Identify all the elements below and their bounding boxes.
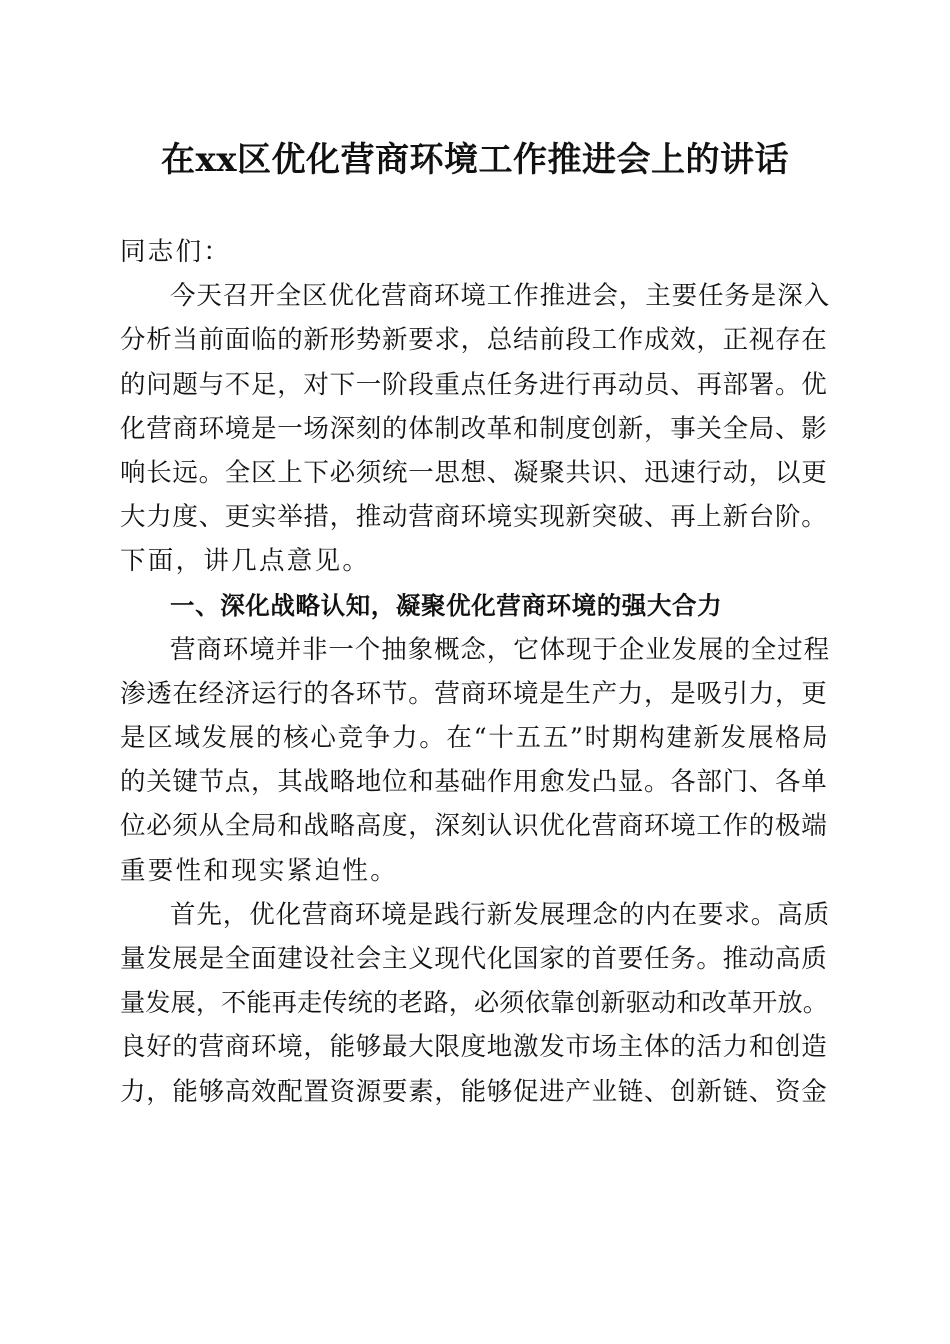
text-line: 下面，讲几点意见。	[120, 546, 371, 577]
text-line: 大力度、更实举措，推动营商环境实现新突破、再上新台阶。	[120, 502, 828, 533]
text-line: 力，能够高效配置资源要素，能够促进产业链、创新链、资金	[120, 1076, 828, 1107]
text-line: 良好的营商环境，能够最大限度地激发市场主体的活力和创造	[120, 1032, 828, 1063]
text-line: 响长远。全区上下必须统一思想、凝聚共识、迅速行动，以更	[120, 457, 828, 488]
text-line: 今天召开全区优化营商环境工作推进会，主要任务是深入	[170, 281, 831, 312]
text-line: 营商环境并非一个抽象概念，它体现于企业发展的全过程	[170, 634, 831, 665]
text-line: 重要性和现实紧迫性。	[120, 855, 399, 886]
text-line: 化营商环境是一场深刻的体制改革和制度创新，事关全局、影	[120, 413, 828, 444]
document-title: 在xx区优化营商环境工作推进会上的讲话	[160, 140, 790, 180]
text-line: 量发展，不能再走传统的老路，必须依靠创新驱动和改革开放。	[120, 988, 829, 1018]
text-line: 的问题与不足，对下一阶段重点任务进行再动员、再部署。优	[120, 369, 828, 400]
document-body	[120, 230, 832, 1114]
salutation: 同志们：	[120, 237, 232, 267]
text-line: 量发展是全面建设社会主义现代化国家的首要任务。推动高质	[120, 944, 828, 974]
section-heading: 一、深化战略认知，凝聚优化营商环境的强大合力	[170, 590, 723, 620]
text-line: 位必须从全局和战略高度，深刻认识优化营商环境工作的极端	[120, 811, 828, 842]
text-line: 首先，优化营商环境是践行新发展理念的内在要求。高质	[170, 899, 831, 930]
text-line: 渗透在经济运行的各环节。营商环境是生产力，是吸引力，更	[120, 678, 828, 709]
text-line: 是区域发展的核心竞争力。在“十五五”时期构建新发展格局	[120, 723, 830, 754]
text-line: 分析当前面临的新形势新要求，总结前段工作成效，正视存在	[120, 325, 828, 356]
text-line: 的关键节点，其战略地位和基础作用愈发凸显。各部门、各单	[120, 767, 828, 798]
